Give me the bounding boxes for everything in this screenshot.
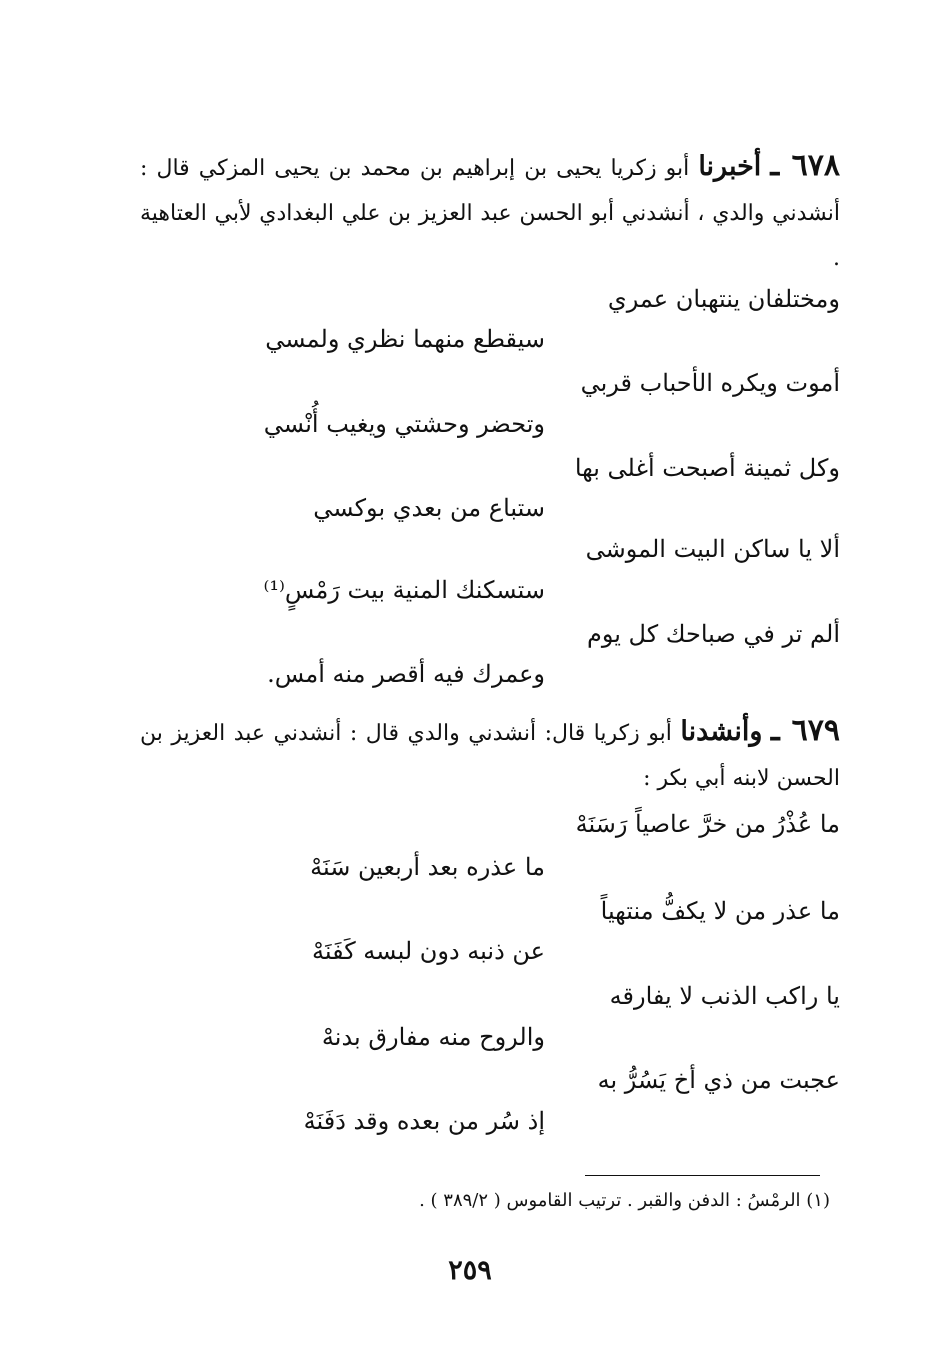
poem-678-hemistich-1: ومختلفان ينتهبان عمري — [607, 285, 840, 313]
poem-678-hemistich-2: سيقطع منهما نظري ولمسي — [265, 325, 545, 353]
poem-678-hemistich-3: أموت ويكره الأحباب قربي — [580, 369, 840, 397]
poem-678-hemistich-8: ستسكنك المنية بيت رَمْسٍ⁽¹⁾ — [263, 576, 545, 604]
poem-678-hemistich-7: ألا يا ساكن البيت الموشى — [585, 535, 840, 563]
entry-679-number: ٦٧٩ ـ — [770, 713, 841, 748]
entry-678-number: ٦٧٨ ـ — [770, 148, 841, 183]
poem-679-hemistich-6: والروح منه مفارق بدنهْ — [321, 1023, 545, 1051]
poem-679-hemistich-2: ما عذره بعد أربعين سَنَهْ — [310, 853, 545, 881]
entry-679-lead-word: وأنشدنا — [680, 716, 763, 747]
poem-678-hemistich-5: وكل ثمينة أصبحت أغلى بها — [574, 454, 840, 482]
poem-678-hemistich-9: ألم تر في صباحك كل يوم — [586, 620, 840, 648]
poem-679-hemistich-5: يا راكب الذنب لا يفارقه — [609, 982, 840, 1010]
page-number: ٢٥٩ — [448, 1255, 492, 1286]
poem-679-hemistich-4: عن ذنبه دون لبسه كَفَنَهْ — [312, 937, 545, 965]
entry-678-text: أبو زكريا يحيى بن إبراهيم بن محمد بن يحيى المزكي قال : أنشدني والدي ، أنشدني أبو الحسن عبد العزيز بن علي البغدادي لأبي العتاهية . — [140, 156, 840, 271]
entry-678-paragraph — [140, 143, 840, 281]
poem-679-hemistich-7: عجبت من ذي أخ يَسُرُّ به — [597, 1066, 840, 1094]
entry-679-text: أبو زكريا قال: أنشدني والدي قال : أنشدني عبد العزيز بن الحسن لابنه أبي بكر : — [140, 721, 840, 791]
poem-679-hemistich-1: ما عُذْرُ من خرَّ عاصياً رَسَنَهْ — [575, 810, 840, 838]
entry-679-paragraph — [140, 708, 840, 801]
poem-678-hemistich-10: وعمرك فيه أقصر منه أمس. — [267, 660, 545, 688]
footnote-separator — [585, 1175, 820, 1176]
poem-678-hemistich-4: وتحضر وحشتي ويغيب أُنْسي — [263, 410, 545, 438]
footnote: (١) الرمْسُ : الدفن والقبر . ترتيب القاموس ( ٣٨٩/٢ ) . — [419, 1190, 830, 1211]
poem-678-hemistich-6: ستباع من بعدي بوكسي — [313, 494, 545, 522]
poem-679-hemistich-8: إذ سُر من بعده وقد دَفَنَهْ — [303, 1107, 545, 1135]
poem-679-hemistich-3: ما عذر من لا يكفُّ منتهياً — [600, 897, 840, 925]
entry-678-lead-word: أخبرنا — [698, 151, 762, 182]
